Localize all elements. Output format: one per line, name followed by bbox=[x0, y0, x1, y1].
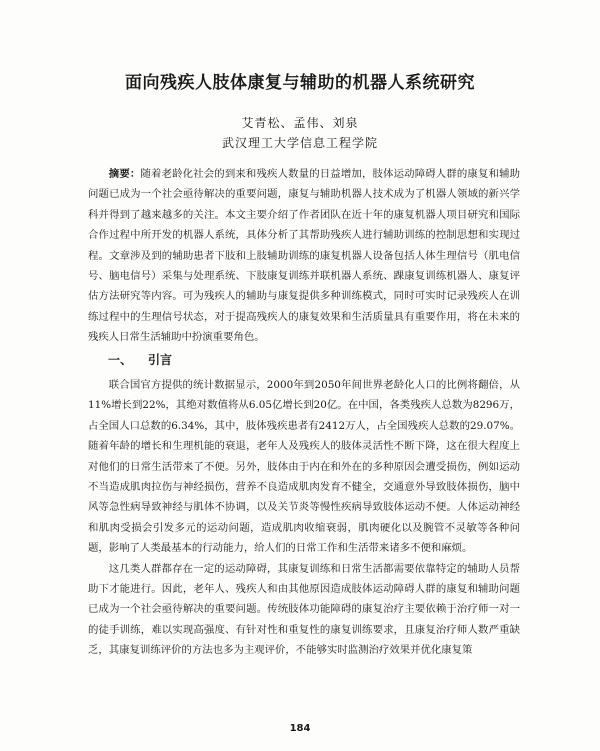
body-paragraph: 这几类人群都存在一定的运动障碍，其康复训练和日常生活都需要依靠特定的辅助人员帮助下才能进行。因此，老年人、残疾人和由其他原因造成肢体运动障碍人群的康复和辅助问题已成为一个社会亟待解决的重要问题。传统肢体功能障碍的康复治疗主要依赖于治疗师一对一的徒手训练，难以实现高强度、有针对性和重复性的康复训练要求，且康复治疗师人数严重缺乏，其康复训练评价的方法也多为主观评价，不能够实时监测治疗效果并优化康复策 bbox=[88, 562, 520, 657]
abstract-text: 随着老龄化社会的到来和残疾人数量的日益增加，肢体运动障碍人群的康复和辅助问题已成为一个社会亟待解决的重要问题，康复与辅助机器人技术成为了机器人领域的新兴学科并得到了越来越多的关注。本文主要介绍了作者团队在近十年的康复机器人项目研究和国际合作过程中所开发的机器人系统，具体分析了其帮助残疾人进行辅助训练的控制思想和实现过程。文章涉及到的辅助患者下肢和上肢辅助训练的康复机器人设备包括人体生理信号（肌电信号、脑电信号）采集与处理系统、下肢康复训练并联机器人系统、踝康复训练机器人、康复评估方法研究等内容。可为残疾人的辅助与康复提供多种训练模式，同时可实时记录残疾人在训练过程中的生理信号状态，对于提高残疾人的康复效果和生活质量具有重要作用，将在未来的残疾人日常生活辅助中扮演重要角色。 bbox=[88, 168, 521, 344]
abstract-block bbox=[88, 164, 520, 348]
paper-title: 面向残疾人肢体康复与辅助的机器人系统研究 bbox=[125, 73, 475, 93]
section-number: 一、 bbox=[108, 353, 133, 367]
paper-authors: 艾青松、孟伟、刘泉 bbox=[241, 116, 359, 130]
body-paragraph: 联合国官方提供的统计数据显示，2000年到2050年间世界老龄化人口的比例将翻倍，从11%增长到22%，其绝对数值将从6.05亿增长到20亿。在中国，各类残疾人总数为8296万，占全国人口总数的6.34%，其中，肢体残疾患者有2412万人，占全国残疾人总数的29.07%。随着年龄的增长和生理机能的衰退，老年人及残疾人的肢体灵活性不断下降，这在很大程度上对他们的日常生活带来了不便。另外，肢体由于内在和外在的多种原因会遭受损伤，例如运动不当造成肌肉拉伤与神经损伤，营养不良造成肌肉发育不健全，交通意外导致肢体损伤，脑中风等急性病导致神经与肌体不协调，以及关节炎等慢性疾病导致肢体运动不便。人体运动神经和肌肉受损会引发多元的运动问题，造成肌肉收缩衰弱，肌肉硬化以及腕管不灵敏等各种问题，影响了人类最基本的行动能力，给人们的日常工作和生活带来诸多不便和麻烦。 bbox=[88, 379, 520, 555]
paper-affiliation: 武汉理工大学信息工程学院 bbox=[221, 136, 378, 150]
body-text bbox=[88, 375, 520, 661]
section-title: 引言 bbox=[148, 353, 173, 367]
abstract-label: 摘要： bbox=[108, 168, 141, 180]
section-heading bbox=[108, 351, 172, 368]
page-number: 184 bbox=[289, 723, 311, 734]
